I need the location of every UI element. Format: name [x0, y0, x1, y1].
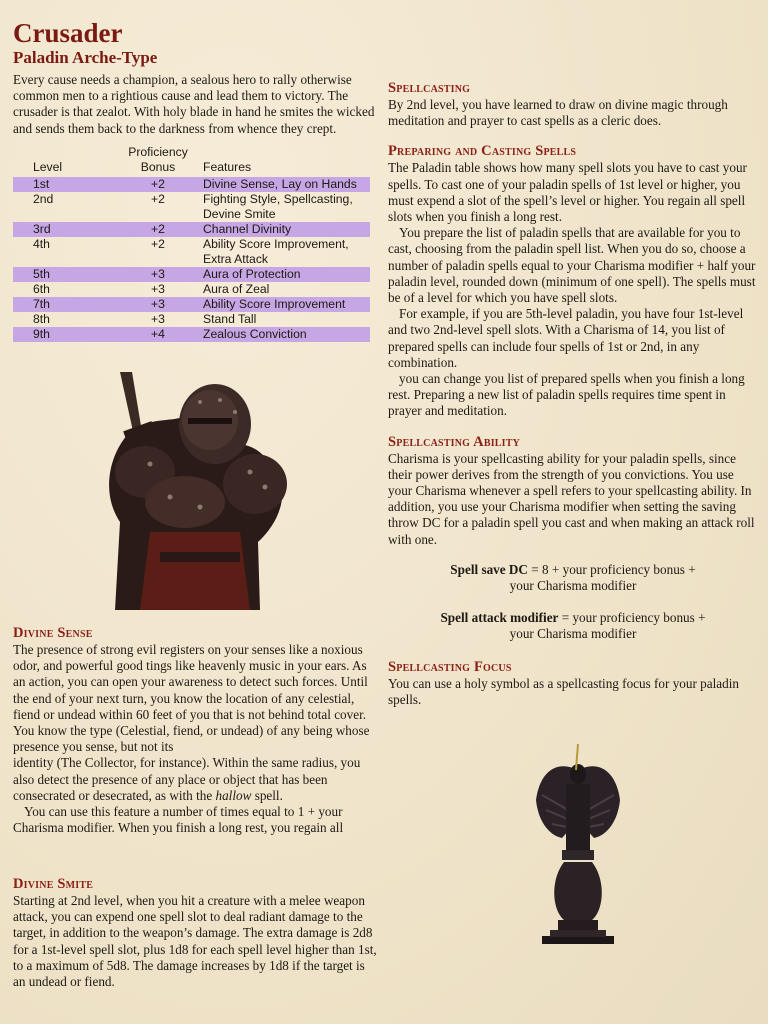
- divine-smite-p1: Starting at 2nd level, when you hit a creature with a melee weapon attack, you can expend one spell slot to deal radiant damage to the target, in addition to the weapon’s damage. The extra damage is 2d8 for a 1st-level spell slot, plus 1d8 for each spell level higher than 1st, to a maximum of 5d8. The damage increases by 1d8 if the target is an undead or fiend.: [13, 893, 377, 990]
- table-row: [13, 267, 370, 282]
- left-column: [13, 18, 378, 342]
- table-row: [13, 297, 370, 312]
- table-row: [13, 222, 370, 237]
- preparing-p3: For example, if you are 5th-level paladin, you have four 1st-level and two 2nd-level spell slots. With a Charisma of 14, you list of prepared spells can include four spells of 1st or 2nd, in any combination.: [388, 306, 744, 370]
- cell-bonus: +4: [113, 327, 203, 342]
- table-row: [13, 192, 370, 222]
- cell-level: 9th: [13, 327, 113, 342]
- cell-level: 8th: [33, 311, 50, 326]
- table-row: [13, 177, 370, 192]
- header-level: Level: [33, 159, 63, 174]
- spell-save-dc-formula: [388, 562, 758, 594]
- cell-bonus: +2: [151, 236, 165, 251]
- cell-level: 7th: [13, 297, 113, 312]
- cell-bonus: +3: [151, 311, 165, 326]
- cell-level: 2nd: [33, 191, 54, 206]
- spell-save-dc-line2: your Charisma modifier: [509, 578, 637, 594]
- preparing-heading: Preparing and Casting Spells: [388, 143, 577, 160]
- divine-sense-p2: [13, 755, 379, 804]
- features-table: [13, 145, 370, 342]
- spellcasting-heading: Spellcasting: [388, 80, 471, 96]
- preparing-p1: The Paladin table shows how many spell slots you have to cast your spells. To cast one of your paladin spells of 1st level or higher, you must expend a slot of the spell’s level or higher. You regain all spell slots when you finish a long rest.: [388, 160, 747, 225]
- cell-features: Aura of Protection: [203, 267, 370, 282]
- ability-p1: Charisma is your spellcasting ability for your paladin spells, since their power derives from the strength of you convictions. You use your Charisma whenever a spell refers to your spellcasting ability. In addition, you use your Charisma modifier when setting the saving throw DC for a paladin spell you cast and when making an attack roll with one.: [388, 450, 755, 547]
- cell-features: Channel Divinity: [203, 222, 370, 237]
- crusader-knight-illustration: [90, 372, 290, 612]
- divine-sense-p1: The presence of strong evil registers on your senses like a noxious odor, and powerful good tings like heavenly music in your ears. As an action, you can open your awareness to detect such forces. Until the end of your next turn, you know the location of any celestial, fiend or undead within 60 feet of you that is not behind total cover. You know the type (Celestial, fiend, or undead) of any being whose presence you sense, but not its: [13, 642, 370, 755]
- table-body: [13, 177, 370, 342]
- holy-relic-illustration: [528, 740, 628, 952]
- spell-attack-formula: [388, 610, 758, 642]
- header-bonus: [113, 145, 203, 177]
- divine-sense-p3: You can use this feature a number of times equal to 1 + your Charisma modifier. When you finish a long rest, you regain all: [13, 804, 344, 836]
- divine-sense-p2-after: spell.: [251, 787, 283, 803]
- cell-level: 6th: [33, 281, 50, 296]
- cell-level: 5th: [13, 267, 113, 282]
- cell-bonus: +3: [151, 281, 165, 296]
- spell-attack-line1: = your proficiency bonus +: [558, 610, 706, 626]
- focus-heading: Spellcasting Focus: [388, 658, 512, 675]
- cell-bonus: +2: [151, 191, 165, 206]
- table-row: [13, 282, 370, 297]
- cell-features: Divine Sense, Lay on Hands: [203, 177, 370, 192]
- spellcasting-p1: By 2nd level, you have learned to draw on divine magic through meditation and prayer to cast spells as a cleric does.: [388, 97, 728, 129]
- cell-bonus: +3: [113, 297, 203, 312]
- intro-paragraph: Every cause needs a champion, a sealous hero to rally otherwise common men to a rightious cause and lead them to victory. The crusader is that zealot. With holy blade in hand he smites the wicked and sends them back to the darkness from whence they crept.: [13, 72, 375, 136]
- divine-smite-heading: Divine Smite: [13, 876, 94, 892]
- preparing-p2: You prepare the list of paladin spells that are available for you to cast, choosing from the paladin spell list. When you do so, choose a number of paladin spells equal to your Charisma modifier + half your paladin level, rounded down (minimum of one spell). The spells must be of a level for which you have spell slots.: [388, 225, 756, 306]
- divine-sense-heading: Divine Sense: [13, 625, 93, 641]
- divine-sense-section: [13, 625, 379, 836]
- cell-bonus: +3: [113, 267, 203, 282]
- page-title: Crusader: [13, 18, 123, 48]
- focus-p1: You can use a holy symbol as a spellcasting focus for your paladin spells.: [388, 675, 739, 707]
- header-features: Features: [203, 159, 252, 174]
- cell-features: Ability Score Improvement, Extra Attack: [203, 236, 349, 266]
- hallow-spell-name: hallow: [215, 787, 252, 803]
- spell-save-dc-line1: = 8 + your proficiency bonus +: [527, 561, 696, 577]
- header-bonus-line1: Proficiency: [128, 144, 188, 159]
- divine-sense-p2-before: identity (The Collector, for instance). Within the same radius, you also detect the presence of any place or object that has been consecrated or desecrated, as with the: [13, 755, 361, 803]
- table-row: [13, 312, 370, 327]
- cell-level: 3rd: [13, 222, 113, 237]
- preparing-p4: you can change you list of prepared spells when you finish a long rest. Preparing a new list of paladin spells requires time spent in prayer and meditation.: [388, 371, 745, 419]
- cell-features: Aura of Zeal: [203, 281, 270, 296]
- cell-level: 1st: [13, 177, 113, 192]
- spell-attack-label: Spell attack modifier: [440, 610, 559, 626]
- table-header-row: [13, 145, 370, 177]
- ability-heading: Spellcasting Ability: [388, 433, 521, 450]
- cell-features: Fighting Style, Spellcasting, Devine Smite: [203, 191, 353, 221]
- page-subtitle: Paladin Arche-Type: [13, 48, 158, 67]
- spell-save-dc-label: Spell save DC: [450, 561, 528, 577]
- cell-features: Zealous Conviction: [203, 327, 370, 342]
- header-bonus-line2: Bonus: [140, 159, 176, 174]
- table-row: [13, 237, 370, 267]
- cell-features: Ability Score Improvement: [203, 297, 370, 312]
- table-row: [13, 327, 370, 342]
- cell-features: Stand Tall: [203, 311, 257, 326]
- spell-attack-line2: your Charisma modifier: [509, 626, 637, 642]
- cell-bonus: +2: [113, 222, 203, 237]
- divine-smite-section: [13, 876, 379, 990]
- right-column: [388, 80, 758, 708]
- cell-level: 4th: [33, 236, 50, 251]
- cell-bonus: +2: [113, 177, 203, 192]
